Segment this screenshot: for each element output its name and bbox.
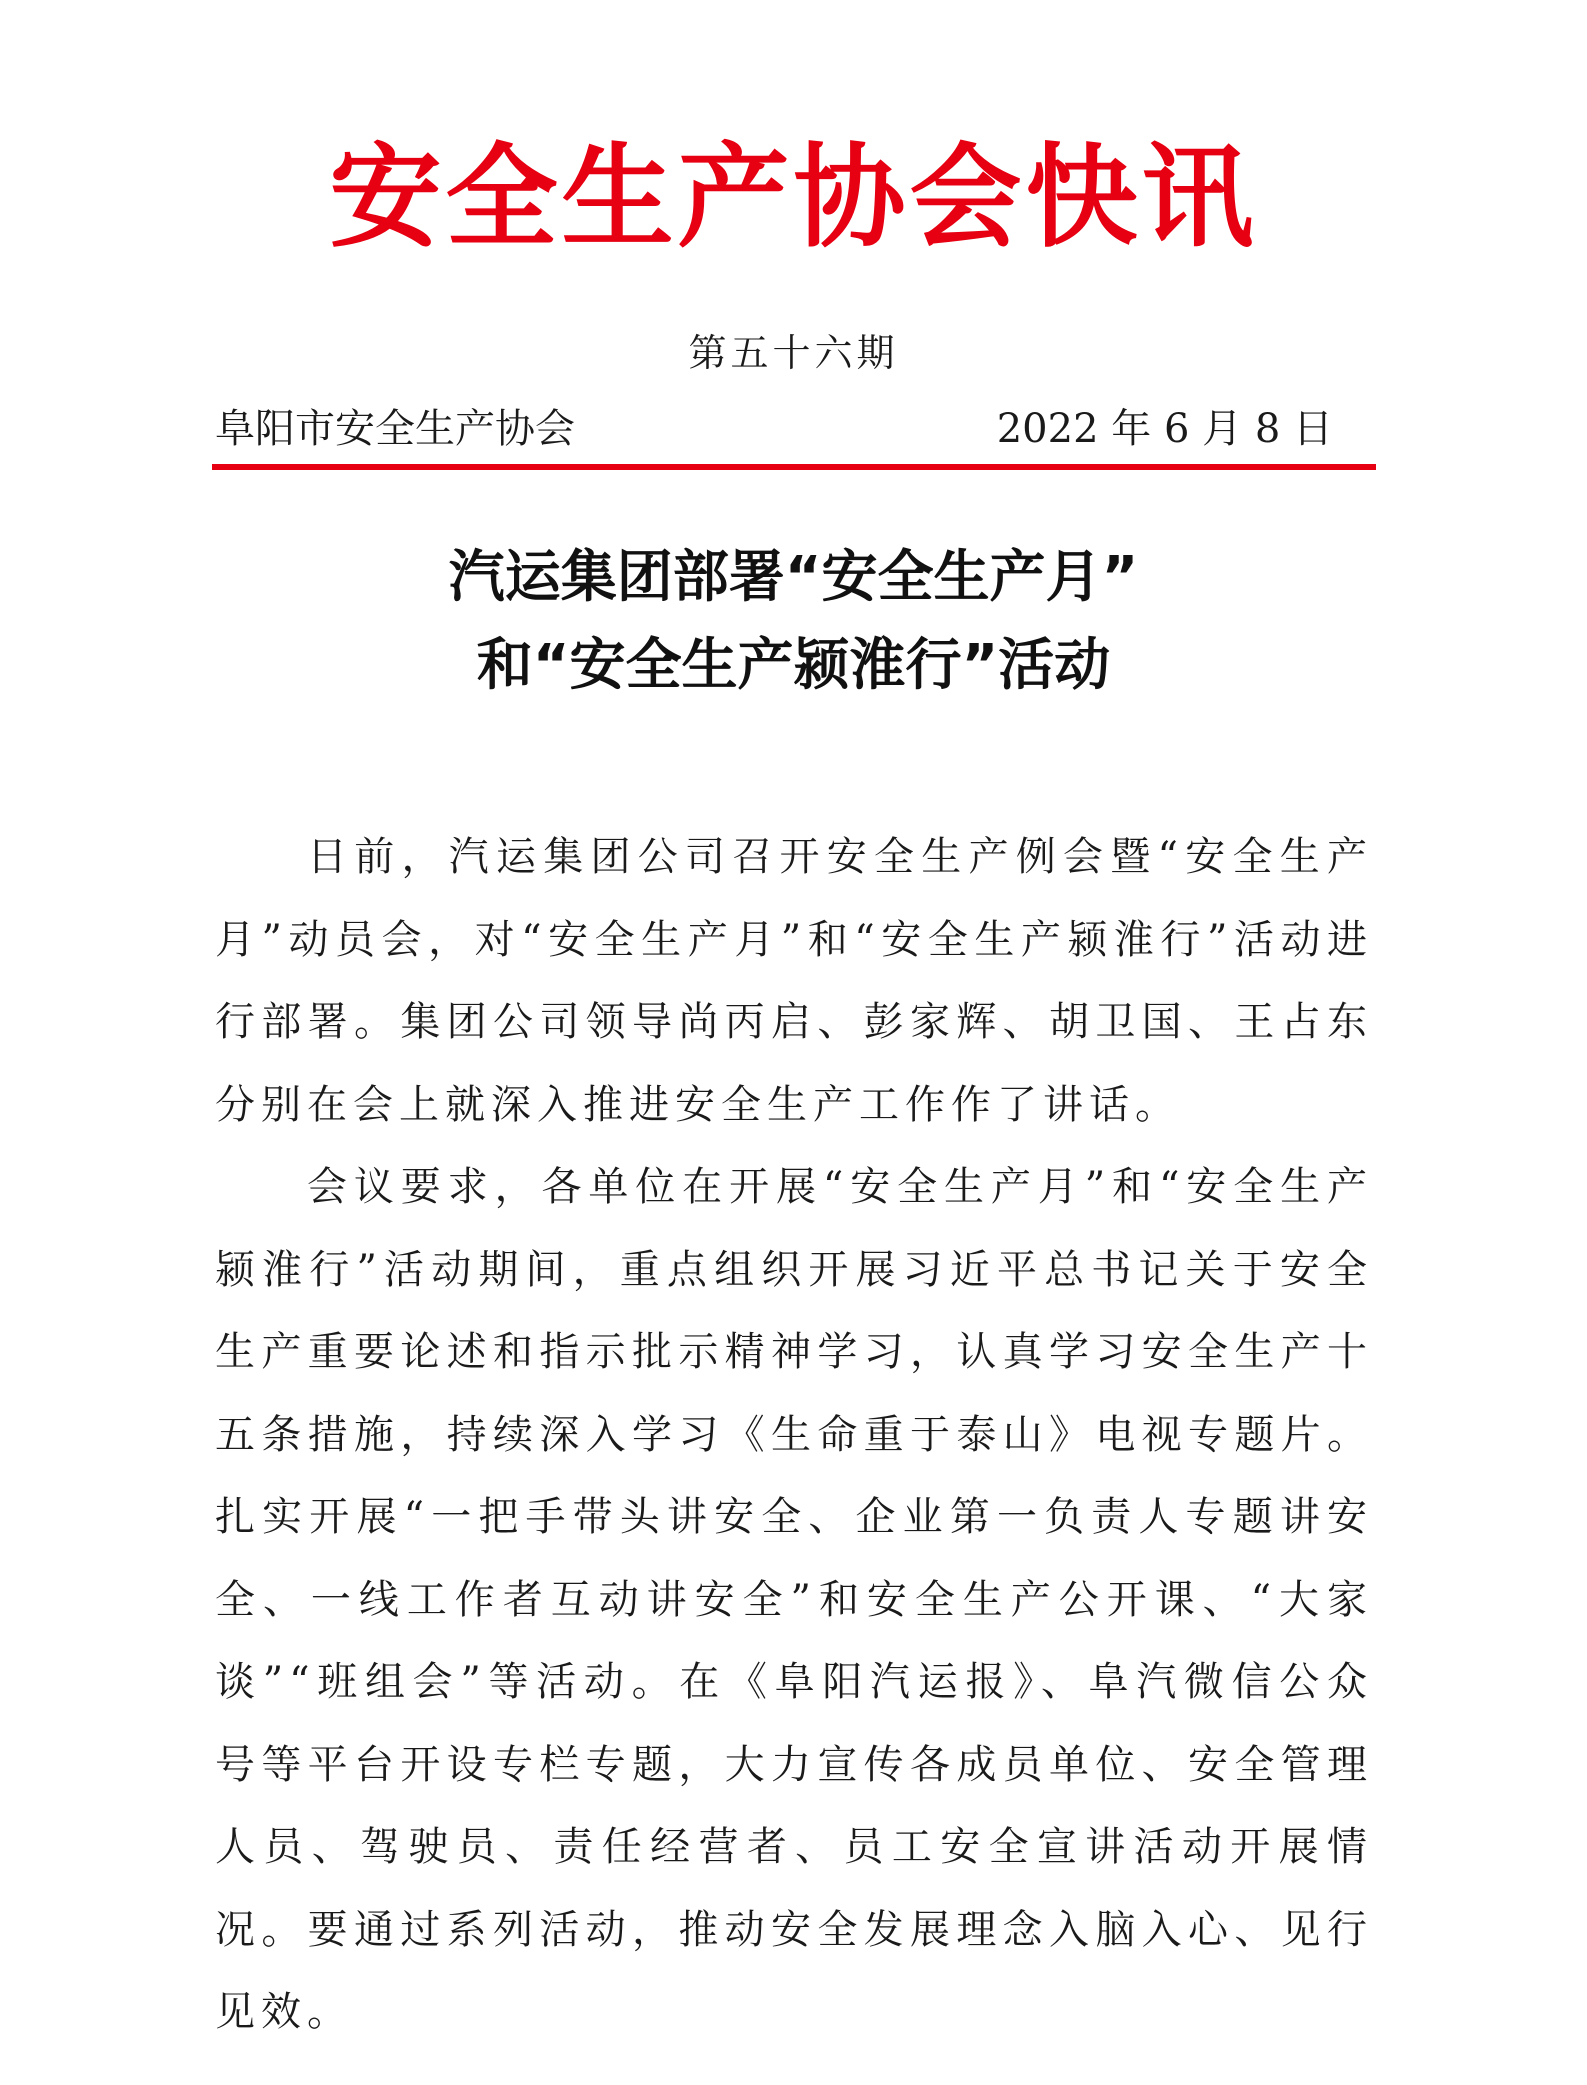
issuer-name: 阜阳市安全生产协会 [215,406,575,452]
issue-date: 2022 年 6 月 8 日 [996,406,1333,452]
headline-line-2: 和“安全生产颍淮行”活动 [476,633,1111,698]
body-paragraph-2: 会议要求，各单位在开展“安全生产月”和“安全生产颍淮行”活动期间，重点组织开展习近平总书记关于安全生产重要论述和指示批示精神学习，认真学习安全生产十五条措施，持续深入学习《生命重于泰山》电视专题片。扎实开展“一把手带头讲安全、企业第一负责人专题讲安全、一线工作者互动讲安全”和安全生产公开课、“大家谈”“班组会”等活动。在《阜阳汽运报》、阜汽微信公众号等平台开设专栏专题，大力宣传各成员单位、安全管理人员、驾驶员、责任经营者、员工安全宣讲活动开展情况。要通过系列活动，推动安全发展理念入脑入心、见行见效。 [215,1164,1373,2035]
issue-number: 第五十六期 [688,331,899,375]
headline-line-1: 汽运集团部署“安全生产月” [448,545,1139,610]
red-divider-rule [212,464,1376,470]
masthead-title: 安全生产协会快讯 [329,133,1258,263]
article-headline [0,534,1587,710]
article-body [215,816,1373,2054]
body-paragraph-1: 日前，汽运集团公司召开安全生产例会暨“安全生产月”动员会，对“安全生产月”和“安全生产颍淮行”活动进行部署。集团公司领导尚丙启、彭家辉、胡卫国、王占东分别在会上就深入推进安全生产工作作了讲话。 [215,834,1373,1128]
